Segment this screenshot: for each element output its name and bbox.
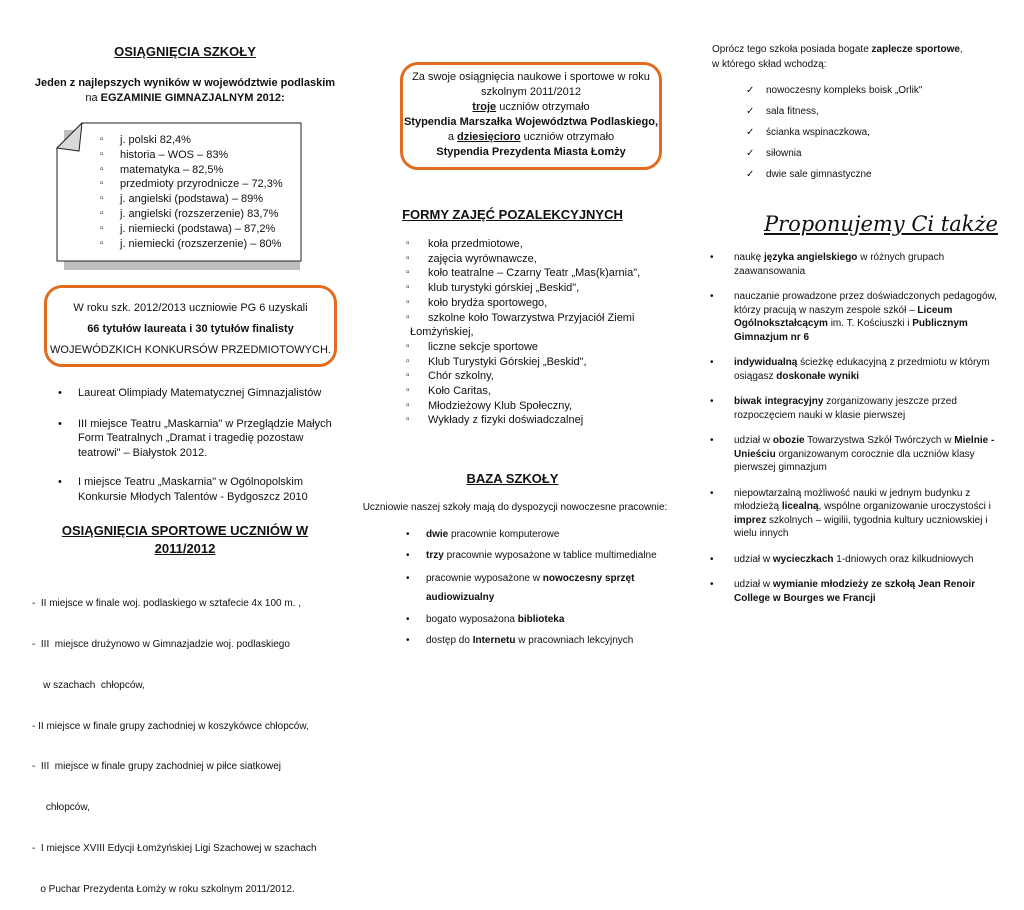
contest-line-1: W roku szk. 2012/2013 uczniowie PG 6 uzyskali <box>73 302 308 314</box>
scholarship-count-10: dziesięcioro <box>457 131 521 143</box>
list-item: ▫ koło brydża sportowego, <box>404 296 654 311</box>
list-item: • dostęp do Internetu w pracowniach lekcyjnych <box>404 634 674 649</box>
scholarship-box-text <box>400 70 662 160</box>
list-item-continued: Łomżyńskiej, <box>410 326 474 339</box>
list-item: chłopców, <box>32 802 90 814</box>
list-item: • I miejsce Teatru „Maskarnia" w Ogólnopolskim Konkursie Młodych Talentów - Bydgoszcz 2010 <box>56 475 336 504</box>
list-item: ▫ Koło Caritas, <box>404 384 654 399</box>
exam-line-2 <box>20 91 350 106</box>
scholarship-line-2: szkolnym 2011/2012 <box>480 86 582 98</box>
list-item: ▫ liczne sekcje sportowe <box>404 340 654 355</box>
sport-title-line-1: OSIĄGNIĘCIA SPORTOWE UCZNIÓW W <box>61 523 309 538</box>
facilities-list <box>744 83 994 188</box>
list-item: ▫ Młodzieżowy Klub Społeczny, <box>404 399 654 414</box>
scholarship-line-5-pre: a <box>447 131 458 143</box>
achievements-list <box>56 386 336 504</box>
base-list <box>404 528 674 648</box>
list-item: ▫ szkolne koło Towarzystwa Przyjaciół Ziemi <box>404 311 654 326</box>
exam-line-2-pre: na <box>85 92 101 104</box>
list-item: - III miejsce drużynowo w Gimnazjadzie woj. podlaskiego <box>32 638 290 650</box>
list-item: ▫ j. angielski (rozszerzenie) 83,7% <box>100 207 300 222</box>
offer-title: Proponujemy Ci także <box>764 212 998 236</box>
base-intro: Uczniowie naszej szkoły mają do dyspozycji nowoczesne pracownie: <box>362 502 668 513</box>
list-item: ▫ koła przedmiotowe, <box>404 237 654 252</box>
list-item: ✓ dwie sale gimnastyczne <box>744 167 994 182</box>
list-item: ▫ j. angielski (podstawa) – 89% <box>100 192 300 207</box>
list-item: ▫ j. niemiecki (podstawa) – 87,2% <box>100 222 300 237</box>
list-item: ▫ klub turystyki górskiej „Beskid", <box>404 281 654 296</box>
list-item: ▫ Wykłady z fizyki doświadczalnej <box>404 413 654 428</box>
list-item: - II miejsce w finale grupy zachodniej w koszykówce chłopców, <box>32 720 309 732</box>
list-item: - III miejsce w finale grupy zachodniej w piłce siatkowej <box>32 761 281 773</box>
list-item: • biwak integracyjny zorganizowany jeszcze przed rozpoczęciem nauki w klasie pierwszej <box>708 395 1000 422</box>
base-title: BAZA SZKOŁY <box>466 471 559 486</box>
scholarship-line-5-rest: uczniów otrzymało <box>520 131 615 143</box>
intro-line-2: w którego skład wchodzą: <box>712 59 827 70</box>
list-item: • niepowtarzalną możliwość nauki w jednym budynku z młodzieżą licealną, wspólne organizowanie uroczystości i imprez szkolnych – wigilii, tygodnia kultury uczniowskiej i wielu innych <box>708 487 1000 541</box>
list-item: - II miejsce w finale woj. podlaskiego w sztafecie 4x 100 m. , <box>32 598 302 610</box>
list-item: ▫ koło teatralne – Czarny Teatr „Mas(k)arnia", <box>404 266 654 281</box>
list-item: ✓ ścianka wspinaczkowa, <box>744 125 994 140</box>
sport-title <box>40 522 330 558</box>
list-item: ▫ Klub Turystyki Górskiej „Beskid", <box>404 355 654 370</box>
exam-intro <box>20 76 350 106</box>
list-item: ▫ zajęcia wyrównawcze, <box>404 252 654 267</box>
list-item: • udział w obozie Towarzystwa Szkół Twórczych w Mielnie - Unieściu organizowanym corocznie dla uczniów klasy pierwszej gimnazjum <box>708 434 1000 475</box>
sport-list <box>32 570 342 910</box>
contest-box-text <box>44 298 337 361</box>
list-item: • indywidualną ścieżkę edukacyjną z przedmiotu w którym osiągasz doskonałe wyniki <box>708 356 1000 383</box>
exam-line-2-bold: EGZAMINIE GIMNAZJALNYM 2012: <box>100 92 285 104</box>
scholarship-line-3 <box>400 100 662 115</box>
sport-title-line-2: 2011/2012 <box>154 541 216 556</box>
intro-line-1: Oprócz tego szkoła posiada bogate zaplecze sportowe, <box>712 44 963 55</box>
list-item: ▫ przedmioty przyrodnicze – 72,3% <box>100 177 300 192</box>
list-item: • udział w wymianie młodzieży ze szkołą Jean Renoir College w Bourges we Francji <box>708 578 1000 605</box>
list-item: ✓ nowoczesny kompleks boisk „Orlik" <box>744 83 994 98</box>
list-item: ▫ j. niemiecki (rozszerzenie) – 80% <box>100 237 300 252</box>
list-item: • Laureat Olimpiady Matematycznej Gimnazjalistów <box>56 386 336 401</box>
list-item: • III miejsce Teatru „Maskarnia" w Przeglądzie Małych Form Teatralnych „Dramat i tragedię pozostaw teatrowi" – Białystok 2012. <box>56 417 336 461</box>
list-item: • nauczanie prowadzone przez doświadczonych pedagogów, którzy pracują w naszym zespole szkół – Liceum Ogólnokształcącym im. T. Kościuszki i Publicznym Gimnazjum nr 6 <box>708 290 1000 344</box>
sport-facilities-intro <box>712 42 1002 72</box>
list-item: • naukę języka angielskiego w różnych grupach zaawansowania <box>708 251 1000 278</box>
offers-list <box>708 251 1000 605</box>
list-item: ▫ Chór szkolny, <box>404 369 654 384</box>
list-item: ▫ j. polski 82,4% <box>100 133 300 148</box>
scholarship-line-5 <box>400 130 662 145</box>
scholarship-line-3-rest: uczniów otrzymało <box>496 101 590 113</box>
forms-title: FORMY ZAJĘĆ POZALEKCYJNYCH <box>402 207 623 222</box>
forms-list <box>404 237 654 428</box>
exam-line-1: Jeden z najlepszych wyników w województwie podlaskim <box>34 77 336 89</box>
list-item: - I miejsce XVIII Edycji Łomżyńskiej Ligi Szachowej w szachach <box>32 842 317 854</box>
contest-line-3: WOJEWÓDZKICH KONKURSÓW PRZEDMIOTOWYCH. <box>50 344 331 356</box>
list-item: ▫ matematyka – 82,5% <box>100 163 300 178</box>
list-item: o Puchar Prezydenta Łomży w roku szkolnym 2011/2012. <box>32 883 295 895</box>
list-item: ✓ siłownia <box>744 146 994 161</box>
scholarship-line-1: Za swoje osiągnięcia naukowe i sportowe w roku <box>412 71 650 83</box>
list-item: w szachach chłopców, <box>32 679 145 691</box>
contest-line-2: 66 tytułów laureata i 30 tytułów finalisty <box>87 323 294 335</box>
list-item: • dwie pracownie komputerowe <box>404 528 674 543</box>
scholarship-line-6: Stypendia Prezydenta Miasta Łomży <box>436 146 626 158</box>
list-item: ▫ historia – WOS – 83% <box>100 148 300 163</box>
list-item: • udział w wycieczkach 1-dniowych oraz kilkudniowych <box>708 553 1000 567</box>
list-item: ✓ sala fitness, <box>744 104 994 119</box>
list-item: • bogato wyposażona biblioteka <box>404 613 674 628</box>
exam-results-list <box>100 133 300 251</box>
scholarship-count-3: troje <box>472 101 497 113</box>
achievements-title: OSIĄGNIĘCIA SZKOŁY <box>114 44 256 59</box>
list-item: • trzy pracownie wyposażone w tablice multimedialne <box>404 549 674 564</box>
list-item: • pracownie wyposażone w nowoczesny sprzęt audiowizualny <box>404 569 636 607</box>
scholarship-line-4: Stypendia Marszałka Województwa Podlaskiego, <box>403 116 659 128</box>
